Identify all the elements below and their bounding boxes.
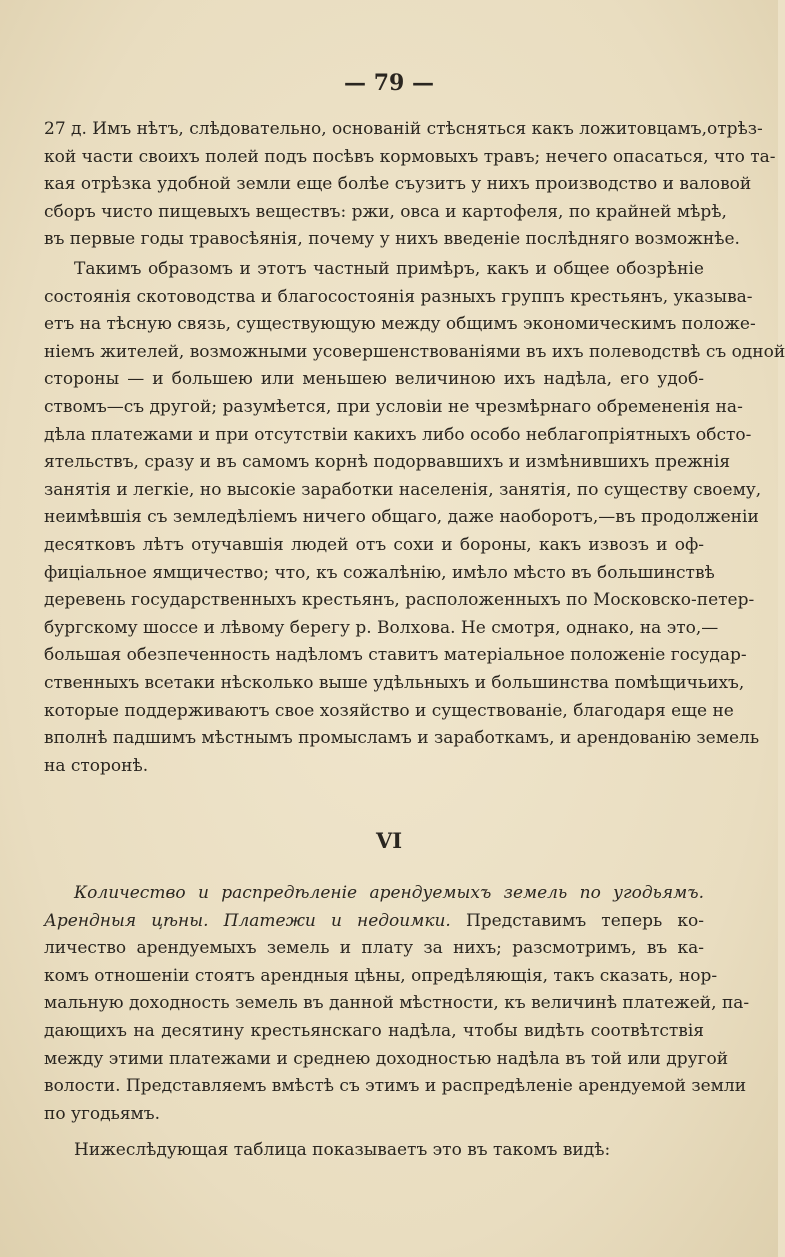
text-line: вполнѣ падшимъ мѣстнымъ промысламъ и заработкамъ, и арендованію земель [44,728,760,749]
text-line: дающихъ на десятину крестьянскаго надѣла, чтобы видѣть соотвѣтствія [44,1020,704,1041]
text-line: въ первые годы травосѣянія, почему у нихъ введеніе послѣдняго возможнѣе. [44,229,740,250]
text-line: личество арендуемыхъ земель и плату за нихъ; разсмотримъ, въ ка- [44,938,704,959]
text-line: дѣла платежами и при отсутствіи какихъ либо особо неблагопріятныхъ обсто- [44,424,752,445]
text-line: по угодьямъ. [44,1103,161,1124]
text-line: ніемъ жителей, возможными усовершенствованіями въ ихъ полеводствѣ съ одной [44,341,785,362]
text-line: етъ на тѣсную связь, существующую между общимъ экономическимъ положе- [44,314,756,335]
text-line: Такимъ образомъ и этотъ частный примѣръ, какъ и общее обозрѣніе [74,259,704,279]
text-line: большая обезпеченность надѣломъ ставитъ матеріальное положеніе государ- [44,645,747,666]
text-line: кой части своихъ полей подъ посѣвъ кормовыхъ травъ; нечего опасаться, что та- [44,146,776,167]
text-line: ствомъ—съ другой; разумѣется, при условіи не чрезмѣрнаго обремененія на- [44,396,743,417]
text-line: кая отрѣзка удобной земли еще болѣе съузитъ у нихъ производство и валовой [44,174,752,195]
text-line: ственныхъ всетаки нѣсколько выше удѣльныхъ и большинства помѣщичьихъ, [44,672,745,693]
text-line: которые поддерживаютъ свое хозяйство и существованіе, благодаря еще не [44,700,734,721]
paragraph-3 [44,880,750,1128]
page-number: — 79 — [344,70,434,96]
text-line: бургскому шоссе и лѣвому берегу р. Волхова. Не смотря, однако, на это,— [44,617,719,638]
text-line: неимѣвшія съ земледѣліемъ ничего общаго, даже наоборотъ,—въ продолженіи [44,507,759,528]
text-line: мальную доходность земель въ данной мѣстности, къ величинѣ платежей, па- [44,993,750,1014]
paragraph-1 [44,116,776,254]
paragraph-4 [44,1137,704,1165]
text-line: комъ отношеніи стоятъ арендныя цѣны, опредѣляющія, такъ сказать, нор- [44,965,718,986]
section-heading-cont: Арендныя цѣны. Платежи и недоимки. [44,910,451,931]
text-line: между этими платежами и среднею доходностью надѣла въ той или другой [44,1048,729,1069]
text-line: на сторонѣ. [44,755,149,776]
section-number: VI [375,828,403,853]
text-line: занятія и легкіе, но высокіе заработки населенія, занятія, по существу своему, [44,479,762,500]
text-line: Нижеслѣдующая таблица показываетъ это въ такомъ видѣ: [74,1140,611,1160]
text-line: ятельствъ, сразу и въ самомъ корнѣ подорвавшихъ и измѣнившихъ прежнія [44,452,731,473]
text-line: деревень государственныхъ крестьянъ, расположенныхъ по Московско-петер- [44,590,755,611]
text-fragment: Представимъ теперь ко- [450,910,705,931]
paragraph-2 [44,256,785,780]
text-line: волости. Представляемъ вмѣстѣ съ этимъ и распредѣленіе арендуемой земли [44,1076,747,1097]
text-line: фиціальное ямщичество; что, къ сожалѣнію, имѣло мѣсто въ большинствѣ [44,562,715,583]
text-line: 27 д. Имъ нѣтъ, слѣдовательно, основаній стѣсняться какъ ложитовцамъ,отрѣз- [44,119,763,139]
text-line: состоянія скотоводства и благосостоянія разныхъ группъ крестьянъ, указыва- [44,286,753,307]
text-line: сборъ чисто пищевыхъ веществъ: ржи, овса и картофеля, по крайней мѣрѣ, [44,201,727,222]
text-line: десятковъ лѣтъ отучавшія людей отъ сохи и бороны, какъ извозъ и оф- [44,534,704,555]
section-heading: Количество и распредѣленіе арендуемыхъ земель по угодьямъ. [74,883,704,903]
text-line: стороны — и большею или меньшею величиною ихъ надѣла, его удоб- [44,369,704,390]
